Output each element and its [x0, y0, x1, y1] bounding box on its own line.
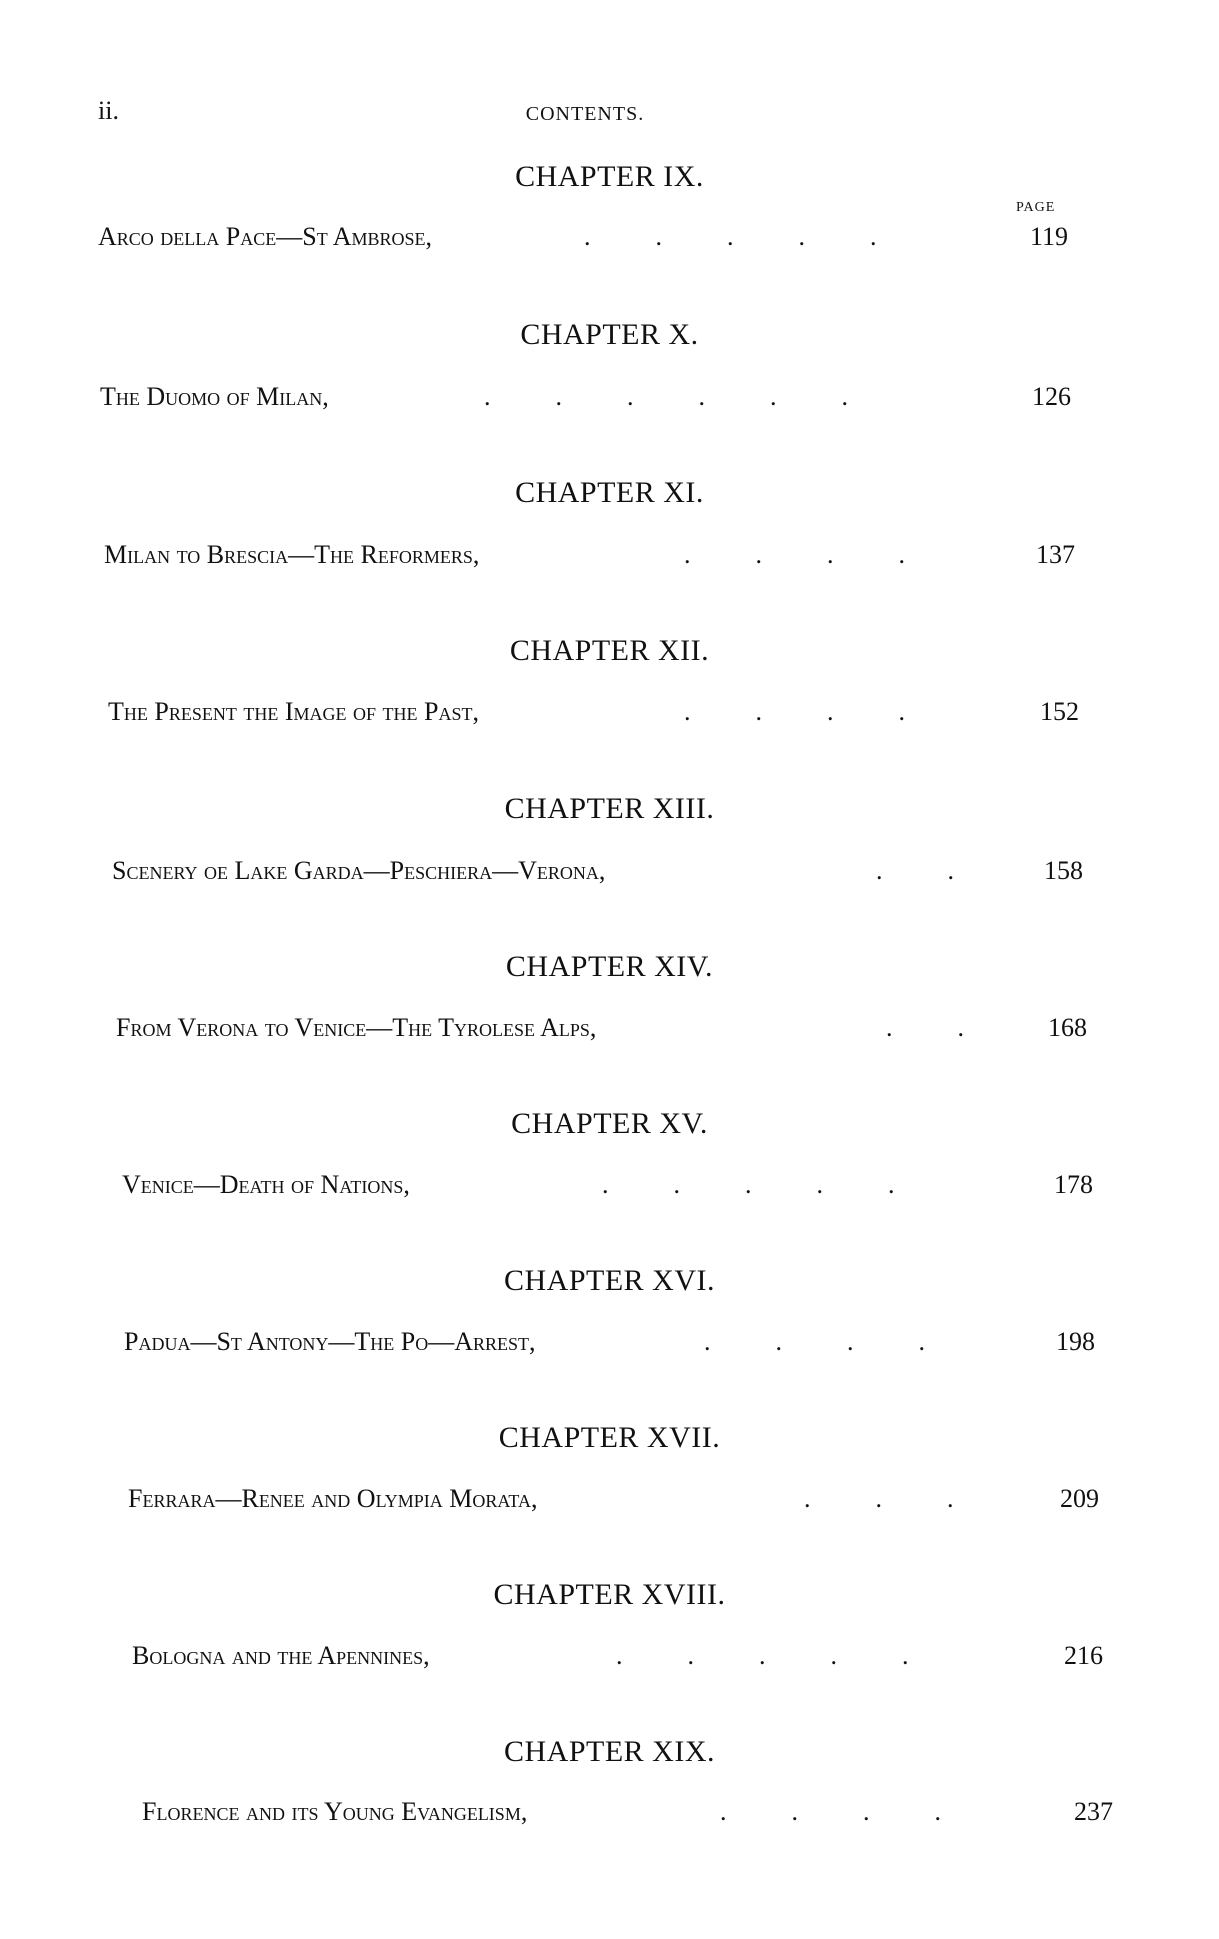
entry-page-number: 216: [1064, 1641, 1103, 1670]
entry-title: Arco della Pace—St Ambrose,: [98, 222, 433, 251]
dot-leader: . . . .: [684, 540, 905, 569]
chapter-heading: CHAPTER XIII.: [504, 792, 715, 825]
chapter-heading: CHAPTER XIX.: [503, 1735, 715, 1768]
entry-page-number: 168: [1048, 1013, 1087, 1042]
dot-leader: . . .: [804, 1484, 954, 1513]
chapter-heading: CHAPTER XIV.: [505, 950, 714, 983]
dot-leader: . . . . .: [584, 222, 877, 251]
entry-title: The Duomo of Milan,: [100, 382, 329, 411]
running-head: CONTENTS.: [525, 103, 645, 125]
entry-page-number: 152: [1040, 697, 1079, 726]
dot-leader: . . . .: [720, 1797, 941, 1826]
dot-leader: . . . . .: [602, 1170, 895, 1199]
entry-title: From Verona to Venice—The Tyrolese Alps,: [116, 1013, 597, 1042]
dot-leader: . .: [886, 1013, 964, 1042]
toc-entry[interactable]: [122, 1170, 1122, 1210]
entry-title: The Present the Image of the Past,: [108, 697, 479, 726]
toc-entry[interactable]: [104, 540, 1104, 580]
chapter-heading: CHAPTER XI.: [515, 476, 704, 509]
toc-entry[interactable]: [142, 1797, 1142, 1837]
entry-page-number: 126: [1032, 382, 1071, 411]
dot-leader: . . . . . .: [484, 382, 848, 411]
entry-title: Padua—St Antony—The Po—Arrest,: [124, 1327, 536, 1356]
entry-page-number: 119: [1030, 222, 1069, 251]
toc-entry[interactable]: [128, 1484, 1128, 1524]
toc-entry[interactable]: [100, 382, 1100, 422]
dot-leader: . . . .: [684, 697, 905, 726]
entry-page-number: 137: [1036, 540, 1075, 569]
chapter-heading: CHAPTER XVIII.: [493, 1578, 726, 1611]
entry-page-number: 198: [1056, 1327, 1095, 1356]
entry-title: Venice—Death of Nations,: [122, 1170, 410, 1199]
entry-title: Florence and its Young Evangelism,: [142, 1797, 528, 1826]
entry-title: Bologna and the Apennines,: [132, 1641, 430, 1670]
dot-leader: . .: [876, 856, 954, 885]
chapter-heading: CHAPTER IX.: [515, 160, 704, 193]
dot-leader: . . . .: [704, 1327, 925, 1356]
toc-entry[interactable]: [124, 1327, 1124, 1367]
page-folio: ii.: [98, 96, 119, 125]
toc-entry[interactable]: [112, 856, 1112, 896]
toc-entry[interactable]: [108, 697, 1108, 737]
entry-title: Milan to Brescia—The Reformers,: [104, 540, 480, 569]
dot-leader: . . . . .: [616, 1641, 909, 1670]
chapter-heading: CHAPTER XV.: [511, 1107, 708, 1140]
chapter-heading: CHAPTER XVII.: [498, 1421, 721, 1454]
entry-page-number: 237: [1074, 1797, 1113, 1826]
toc-entry[interactable]: [132, 1641, 1132, 1681]
entry-page-number: 209: [1060, 1484, 1099, 1513]
chapter-heading: CHAPTER X.: [520, 318, 699, 351]
page-column-label: PAGE: [1016, 200, 1056, 215]
toc-entry[interactable]: [98, 222, 1098, 262]
entry-title: Ferrara—Renee and Olympia Morata,: [128, 1484, 538, 1513]
chapter-heading: CHAPTER XII.: [509, 634, 710, 667]
entry-page-number: 158: [1044, 856, 1083, 885]
chapter-heading: CHAPTER XVI.: [503, 1264, 715, 1297]
entry-title: Scenery oe Lake Garda—Peschiera—Verona,: [112, 856, 606, 885]
entry-page-number: 178: [1054, 1170, 1093, 1199]
toc-entry[interactable]: [116, 1013, 1116, 1053]
